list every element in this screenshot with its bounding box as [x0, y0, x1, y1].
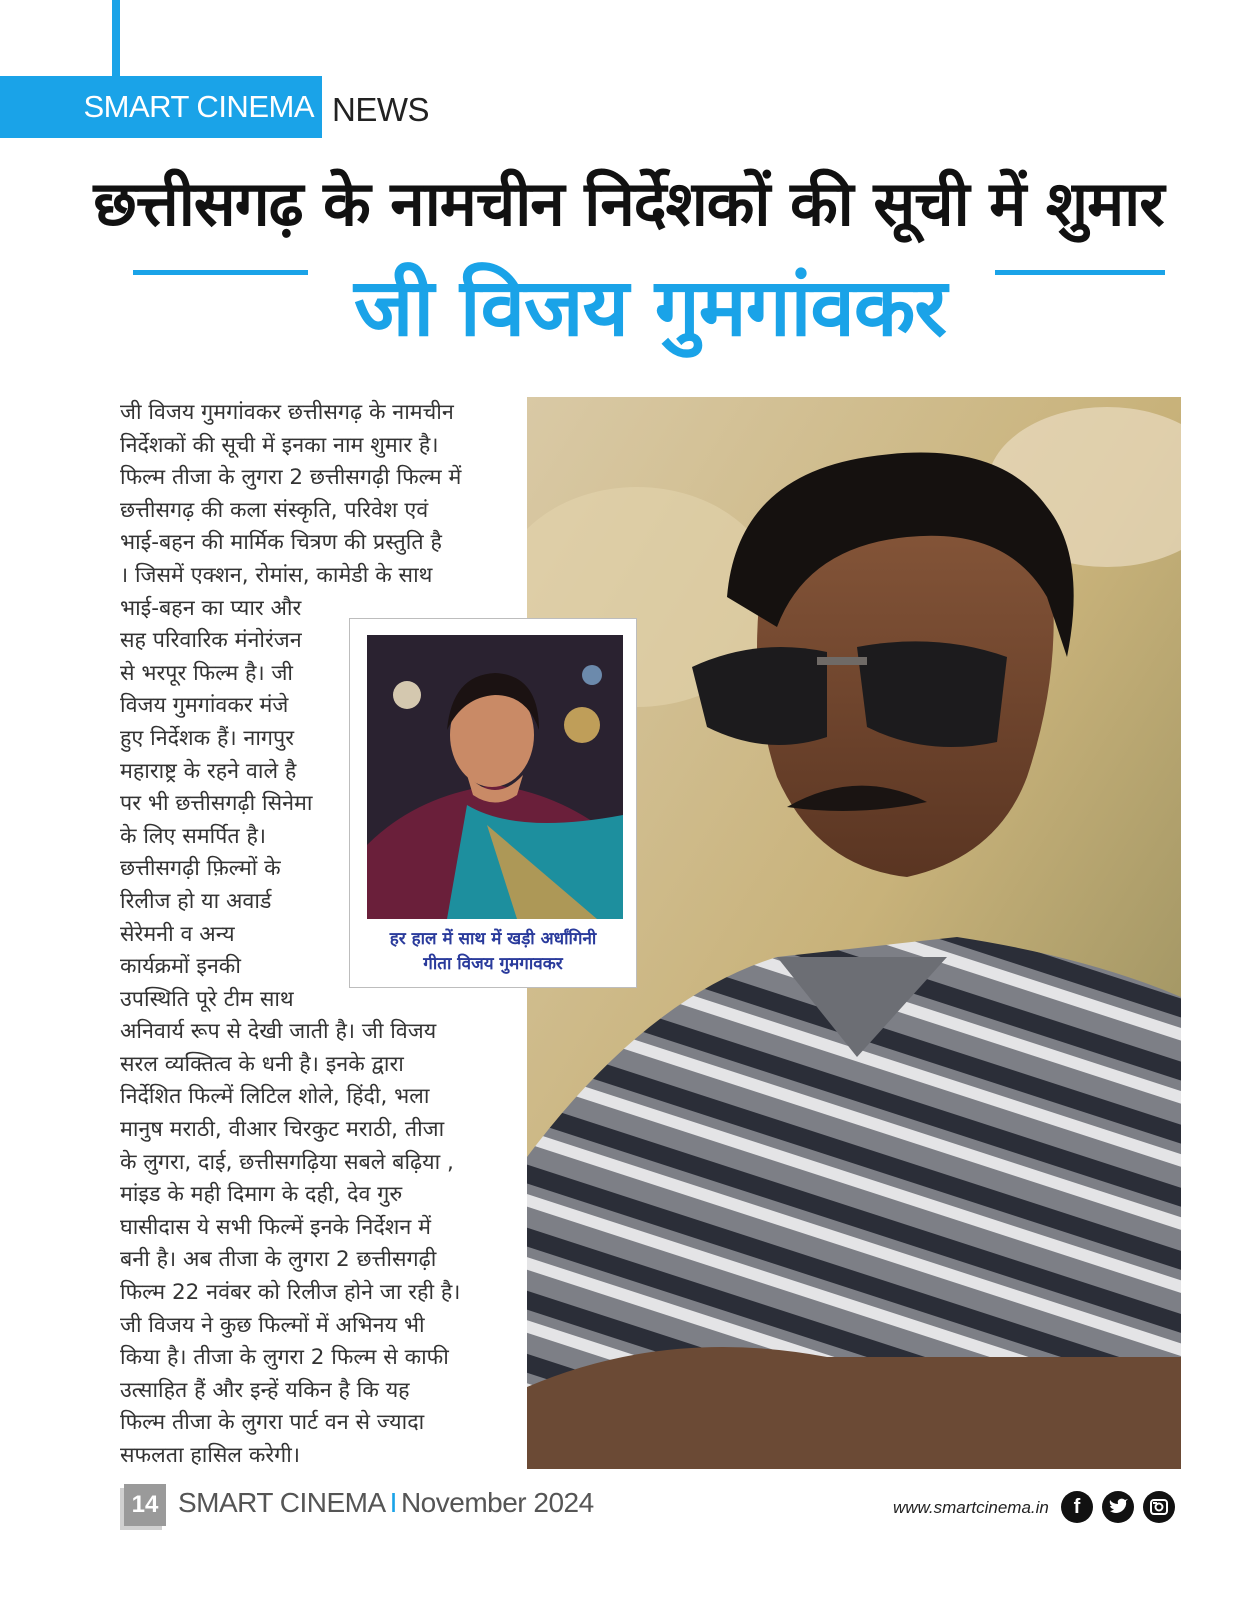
twitter-icon[interactable]: [1102, 1491, 1134, 1523]
section-label: SMART CINEMA: [0, 76, 322, 138]
facebook-icon[interactable]: f: [1061, 1491, 1093, 1523]
inset-caption: [350, 927, 636, 977]
subhead-rule-left: [133, 270, 308, 275]
footer-separator: I: [389, 1487, 397, 1518]
footer-magazine: SMART CINEMA: [178, 1487, 386, 1518]
footer-issue: November 2024: [400, 1487, 594, 1518]
instagram-icon[interactable]: [1143, 1491, 1175, 1523]
article-body: जी विजय गुमगांवकर छत्तीसगढ़ के नामचीन निर्देशकों की सूची में इनका नाम शुमार है। फिल्म तीजा के लुगरा 2 छत्तीसगढ़ी फिल्म में छत्तीसगढ़ की कला संस्कृति, परिवेश एवं भाई-बहन की मार्मिक चित्रण की प्रस्तुति है । जिसमें एक्शन, रोमांस, कामेडी के साथ भाई-बहन का प्यार और सह परिवारिक मंनोरंजन से भरपूर फिल्म है। जी विजय गुमगांवकर मंजे हुए निर्देशक हैं। नागपुर महाराष्ट्र के रहने वाले है पर भी छत्तीसगढ़ी सिनेमा के लिए समर्पित है। छत्तीसगढ़ी फ़िल्मों के रिलीज हो या अवार्ड सेरेमनी व अन्य कार्यक्रमों इनकी उपस्थिति पूरे टीम साथ अनिवार्य रूप से देखी जाती है। जी विजय सरल व्यक्तित्व के धनी है। इनके द्वारा निर्देशित फिल्में लिटिल शोले, हिंदी, भला मानुष मराठी, वीआर चिरकुट मराठी, तीजा के लुगरा, दाई, छत्तीसगढ़िया सबले बढ़िया , मांइड के मही दिमाग के दही, देव गुरु घासीदास ये सभी फिल्में इनके निर्देशन में बनी है। अब तीजा के लुगरा 2 छत्तीसगढ़ी फिल्म 22 नवंबर को रिलीज होने जा रही है। जी विजय ने कुछ फिल्मों में अभिनय भी किया है। तीजा के लुगरा 2 फिल्म से काफी उत्साहित हैं और इन्हें यकिन है कि यह फिल्म तीजा के लुगरा पार्ट वन से ज्यादा सफलता हासिल करेगी।: [120, 400, 462, 1468]
inset-caption-line-2: गीता विजय गुमगावकर: [423, 954, 563, 974]
footer-masthead: [178, 1487, 594, 1519]
footer-website-link[interactable]: www.smartcinema.in: [893, 1498, 1049, 1517]
inset-photo-card: [349, 618, 637, 988]
top-accent-bar: [112, 0, 120, 76]
inset-caption-line-1: हर हाल में साथ में खड़ी अर्धांगिनी: [389, 929, 597, 949]
article-headline: छत्तीसगढ़ के नामचीन निर्देशकों की सूची में शुमार: [93, 167, 1164, 240]
page-number: 14: [124, 1484, 166, 1526]
subhead-rule-right: [995, 270, 1165, 275]
section-news-label: NEWS: [332, 91, 429, 128]
article-subhead: जी विजय गुमगांवकर: [353, 261, 947, 354]
inset-portrait-photo: [367, 635, 623, 919]
